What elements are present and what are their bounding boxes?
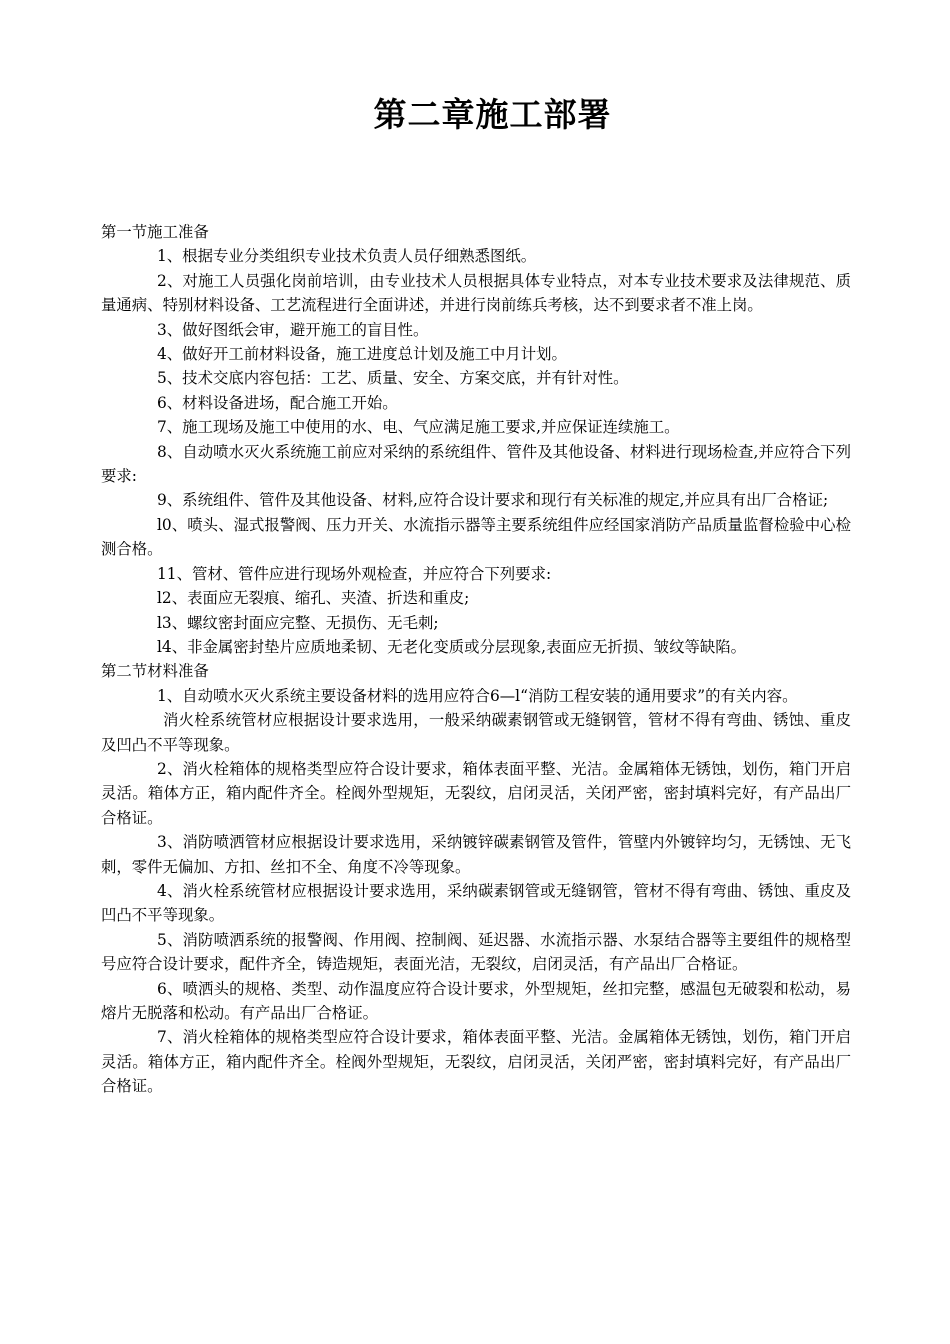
paragraph: 4、做好开工前材料设备，施工进度总计划及施工中月计划。 [157,345,567,364]
paragraph: 8、自动喷水灭火系统施工前应对采纳的系统组件、管件及其他设备、材料进行现场检查,并应符合下列要求: [101,442,851,486]
paragraph: 1、自动喷水灭火系统主要设备材料的选用应符合6—l“消防工程安装的通用要求”的有关内容。 [157,686,798,705]
document-body [101,220,851,1099]
paragraph: 7、施工现场及施工中使用的水、电、气应满足施工要求,并应保证连续施工。 [157,418,680,437]
paragraph: 6、材料设备进场，配合施工开始。 [157,393,398,412]
paragraph: 7、消火栓箱体的规格类型应符合设计要求，箱体表面平整、光洁。金属箱体无锈蚀，划伤，箱门开启灵活。箱体方正，箱内配件齐全。栓阀外型规矩，无裂纹，启闭灵活，关闭严密，密封填料完好，有产品出厂合格证。 [101,1028,851,1096]
paragraph: 2、消火栓箱体的规格类型应符合设计要求，箱体表面平整、光洁。金属箱体无锈蚀，划伤，箱门开启灵活。箱体方正，箱内配件齐全。栓阀外型规矩，无裂纹，启闭灵活，关闭严密，密封填料完好，有产品出厂合格证。 [101,759,851,827]
paragraph: l4、非金属密封垫片应质地柔韧、无老化变质或分层现象,表面应无折损、皱纹等缺陷。 [157,637,747,656]
section-heading: 第一节施工准备 [101,223,209,241]
paragraph: l3、螺纹密封面应完整、无损伤、无毛刺; [157,613,439,632]
paragraph: 4、消火栓系统管材应根据设计要求选用，采纳碳素钢管或无缝钢管，管材不得有弯曲、锈蚀、重皮及凹凸不平等现象。 [101,881,851,925]
paragraph: 3、做好图纸会审，避开施工的盲目性。 [157,320,429,339]
paragraph: 11、管材、管件应进行现场外观检查，并应符合下列要求: [157,564,552,583]
page-title: 第二章施工部署 [373,95,612,134]
paragraph: 9、系统组件、管件及其他设备、材料,应符合设计要求和现行有关标准的规定,并应具有出厂合格证; [157,491,829,510]
paragraph: 2、对施工人员强化岗前培训，由专业技术人员根据具体专业特点，对本专业技术要求及法律规范、质量通病、特别材料设备、工艺流程进行全面讲述，并进行岗前练兵考核，达不到要求者不准上岗。 [101,271,851,315]
paragraph: 消火栓系统管材应根据设计要求选用，一般采纳碳素钢管或无缝钢管，管材不得有弯曲、锈蚀、重皮及凹凸不平等现象。 [101,711,851,754]
paragraph: l2、表面应无裂痕、缩孔、夹渣、折迭和重皮; [157,589,470,608]
paragraph: 5、消防喷洒系统的报警阀、作用阀、控制阀、延迟器、水流指示器、水泵结合器等主要组件的规格型号应符合设计要求，配件齐全，铸造规矩，表面光洁，无裂纹，启闭灵活，有产品出厂合格证。 [101,930,851,974]
paragraph: 1、根据专业分类组织专业技术负责人员仔细熟悉图纸。 [157,247,537,266]
paragraph: 6、喷洒头的规格、类型、动作温度应符合设计要求，外型规矩，丝扣完整，感温包无破裂和松动，易熔片无脱落和松动。有产品出厂合格证。 [101,979,851,1022]
section-heading: 第二节材料准备 [101,662,209,681]
paragraph: 5、技术交底内容包括：工艺、质量、安全、方案交底，并有针对性。 [157,369,629,388]
paragraph: 3、消防喷洒管材应根据设计要求选用，采纳镀锌碳素钢管及管件，管壁内外镀锌均匀，无锈蚀、无飞刺，零件无偏加、方扣、丝扣不全、角度不冷等现象。 [101,833,851,876]
paragraph: l0、喷头、湿式报警阀、压力开关、水流指示器等主要系统组件应经国家消防产品质量监督检验中心检测合格。 [101,515,851,559]
